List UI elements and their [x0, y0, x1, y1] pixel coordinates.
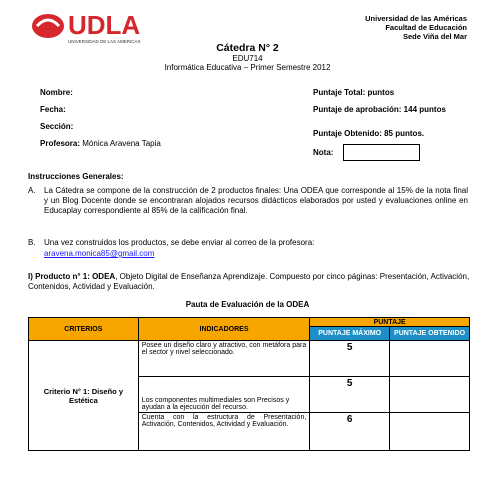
- profesora-value: Mónica Aravena Tapia: [82, 139, 161, 148]
- fecha-label: Fecha:: [40, 105, 66, 114]
- table-row: [29, 341, 470, 377]
- nota-label: Nota:: [313, 148, 334, 157]
- rubric-title: Pauta de Evaluación de la ODEA: [185, 300, 310, 309]
- institution-block: [365, 14, 467, 41]
- puntaje-obtenido: Puntaje Obtenido: 85 puntos.: [313, 129, 425, 138]
- puntaje-aprobacion: Puntaje de aprobación: 144 puntos: [313, 105, 446, 114]
- nombre-label: Nombre:: [40, 88, 73, 97]
- indicator-cell: Cuenta con la estructura de Presentación, Activación, Contenidos, Actividad y Evaluación.: [138, 413, 310, 451]
- col-indicadores-header: INDICADORES: [138, 318, 310, 341]
- obtained-score-cell: [390, 413, 470, 451]
- max-score-cell: 5: [310, 341, 390, 377]
- instruction-b-text: Una vez construidos los productos, se debe enviar al correo de la profesora:: [44, 238, 315, 247]
- course-code: EDU714: [232, 54, 263, 63]
- profesora-label: Profesora:: [40, 139, 81, 148]
- max-score-cell: 5: [310, 377, 390, 413]
- instruction-b-marker: B.: [28, 238, 36, 247]
- seccion-label: Sección:: [40, 122, 74, 131]
- profesora-line: [40, 139, 161, 148]
- col-criterios-header: CRITERIOS: [29, 318, 139, 341]
- col-puntaje-header: PUNTAJE: [310, 318, 470, 327]
- course-name: Informática Educativa – Primer Semestre 2012: [164, 63, 331, 72]
- obtained-score-cell: [390, 341, 470, 377]
- obtained-score-cell: [390, 377, 470, 413]
- svg-text:UDLA: UDLA: [68, 10, 141, 40]
- product-label: I) Producto n° 1: ODEA: [28, 272, 116, 281]
- university-name: Universidad de las Américas: [365, 14, 467, 23]
- indicator-cell: Los componentes multimediales son Precisos y ayudan a la ejecución del recurso.: [138, 377, 310, 413]
- product-description: [28, 272, 470, 292]
- max-score-cell: 6: [310, 413, 390, 451]
- rubric-table: [28, 317, 470, 451]
- faculty-name: Facultad de Educación: [385, 23, 467, 32]
- indicator-cell: Posee un diseño claro y atractivo, con metáfora para el sector y nivel seleccionado.: [138, 341, 310, 377]
- svg-text:UNIVERSIDAD DE LAS AMERICAS: UNIVERSIDAD DE LAS AMERICAS: [68, 39, 141, 44]
- col-maximo-header: PUNTAJE MÁXIMO: [310, 327, 390, 341]
- puntaje-total: Puntaje Total: puntos: [313, 88, 395, 97]
- instructions-title: Instrucciones Generales:: [28, 172, 124, 181]
- col-obtenido-header: PUNTAJE OBTENIDO: [390, 327, 470, 341]
- instruction-a-text: La Cátedra se compone de la construcción de 2 productos finales: Una ODEA que corresponde al 15% de la nota final y un Blog Docente donde se encontraran alojados recursos didácticos elaborados por usted y evaluaciones online en Educaplay correspondiente al 85% de la calificación final.: [44, 186, 468, 215]
- product-text: , Objeto Digital de Enseñanza Aprendizaje. Compuesto por cinco páginas: Presentación, Activación, Contenidos, Actividad y Evaluación.: [28, 272, 470, 291]
- nota-box: [343, 144, 420, 161]
- criterion-cell: Criterio N° 1: Diseño y Estética: [29, 341, 139, 451]
- professor-email-link[interactable]: aravena.monica85@gmail.com: [44, 249, 155, 258]
- document-title: Cátedra N° 2: [216, 42, 279, 54]
- instruction-a-marker: A.: [28, 186, 36, 195]
- campus-name: Sede Viña del Mar: [402, 32, 467, 41]
